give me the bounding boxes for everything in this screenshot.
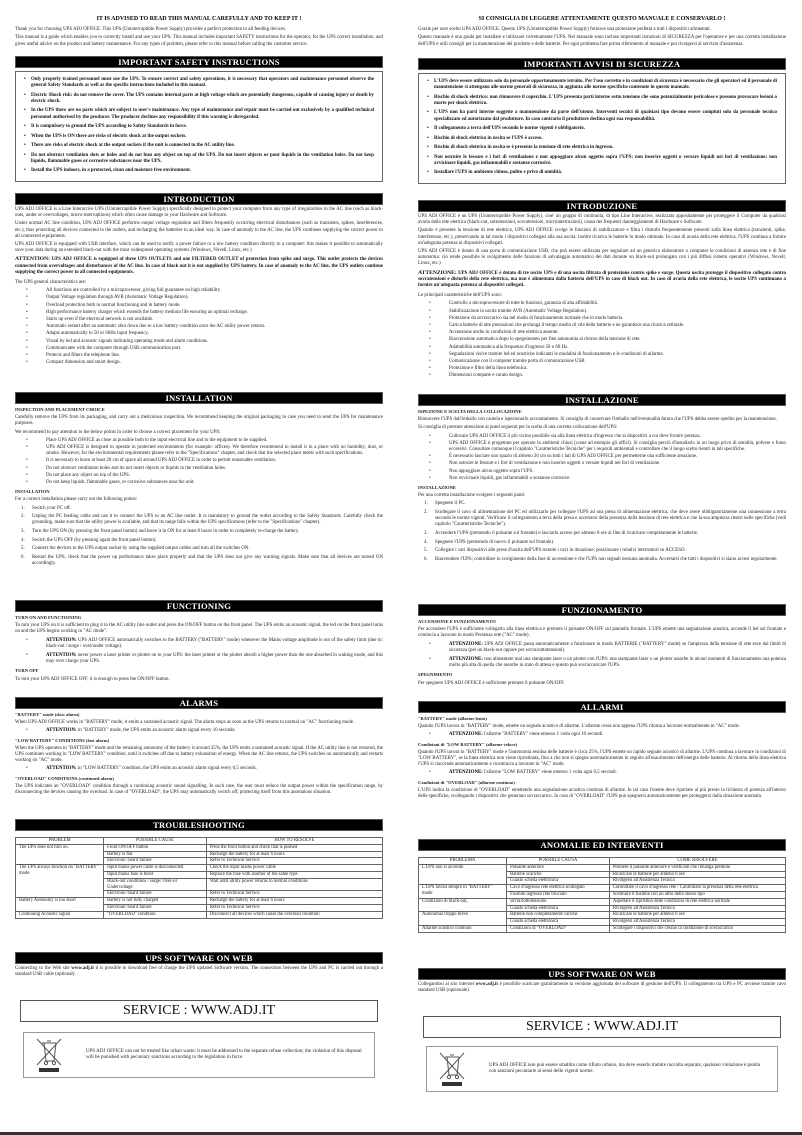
placement-item: • Do not obstruct ventilation holes and do not insert objects or liquids in the ventilation holes. xyxy=(15,466,383,472)
website-link[interactable]: www.adj.it xyxy=(71,966,94,971)
software-section xyxy=(15,952,383,980)
cause-cell: Electronic board failure xyxy=(104,904,207,911)
section-header: TROUBLESHOOTING xyxy=(15,819,383,831)
table-row xyxy=(419,864,786,871)
turn-off-paragraph: To turn your UPS ADJ OFFICE OFF, it is enough to press the ON/OFF button. xyxy=(15,676,170,682)
alarm-title: Condizioni di "OVERLOAD" (allarme continuo) xyxy=(418,779,515,785)
resolve-cell: Ricaricare le batterie per almeno 6 ore xyxy=(609,871,785,878)
attention-paragraph xyxy=(15,256,383,276)
software-paragraph xyxy=(418,982,786,994)
subsection-title: INSTALLAZIONE xyxy=(418,485,456,491)
installation-step xyxy=(418,501,786,507)
characteristic-item: • All functions are controlled by a microprocessor, giving full guarantee on high reliability. xyxy=(15,288,383,294)
step-number: 3. xyxy=(424,531,428,537)
section-header: IMPORTANTI AVVISI DI SICUREZZA xyxy=(418,58,786,70)
inspection-paragraph: Rimuovere l'UPS dall'imballo con cautela e ispezionarlo accuratamente. Si consiglia di conservare l'imballo nell'eventualità futura che l'UPS debba essere spedito per la manutenzione. xyxy=(418,417,777,423)
step-text: Unplug the PC feeding cable and use it to connect the UPS to an AC line outlet. It is mandatory to ground the outlet according to the Safety Standards. Carefully check the grounding, make sure that the utility power is available, and that its range falls within the UPS specifications (refer to the "Specifications" chapter). xyxy=(32,514,383,526)
installation-step xyxy=(15,555,383,567)
service-box xyxy=(20,1000,378,1022)
cause-cell: "OVERLDAD" condition xyxy=(104,911,207,918)
alarm-paragraph: When UPS ADJ OFFICE works in "BATTERY" mode, it emits a sustained acoustic signal. The alarm stops as soon as the UPS returns to normal on "AC" functioning mode. xyxy=(15,720,355,726)
characteristic-item: • Protezione da sovraccarico sia nel modo di funzionamento normale che in modo batteria. xyxy=(418,316,786,322)
characteristic-item: • Communicates with the computer through USB communication port. xyxy=(15,346,383,352)
intro-body xyxy=(15,207,383,366)
section-header: INTRODUZIONE xyxy=(418,200,786,212)
subsection-title: TURN OFF xyxy=(15,668,39,674)
table-header-row xyxy=(16,838,383,845)
problem-cell: The UPS does not turn on. xyxy=(16,844,104,864)
intro-paragraph: UPS ADJ OFFICE è un UPS (Uninterruptible Power Supply), cioe' un gruppo di continuità, di tipo Line Interactive, realizzato appositamente per proteggere il Computer da qualsiasi avaria della rete elettrica (black-out, sottotensioni, sovratensioni, microinterruzioni), causa dei frequenti danneggiamenti di Hardware e Software. xyxy=(418,214,786,226)
alarm-title: "LOW BATTERY" CONDITIONS (fast alarm) xyxy=(15,737,110,743)
section-header: INSTALLAZIONE xyxy=(418,394,786,406)
placement-item: • It is necessary to leave at least 20 cm of space all around UPS ADJ OFFICE in order to permit reasonable ventilation. xyxy=(15,458,383,464)
alarms-section xyxy=(418,701,786,802)
alarm-paragraph: Quando l'UPS lavora in "BATTERY" mode e l'autonomia residua delle batterie è circa 25%, l'UPS emette un rapido segnale acustico di allarme. L'UPS continua a lavorare in condizioni di "LOW BATTERY", se la linea elettrica non viene ripristinata, fino a che non si spegne automaticamente in seguito all'esaurimento dell'energia delle batterie. Al ritorno della linea elettrica l'UPS si riaccende automaticamente e ricomincia a lavorare in "AC" mode. xyxy=(418,749,786,768)
placement-item: • Place UPS ADJ OFFICE as close as possible both to the input electrical line and to the equipment to be supplied. xyxy=(15,438,383,444)
table-row xyxy=(16,898,383,905)
characteristics-list xyxy=(418,301,786,379)
cause-cell: Guasto scheda elettronica xyxy=(507,878,610,885)
alarm-paragraph: The UPS indicates an "OVERLOAD" condition through a continuing acoustic sound signalling. In such case, the user must reduce the output power within the specification range, by disconnecting the devices causing the overload. In case of "OVERLOAD", the UPS may automatically switch off, protecting itself from this anomalous situation. xyxy=(15,783,383,796)
resolve-cell: Ricaricare le batterie per almeno 6 ore xyxy=(609,912,785,919)
section-header: UPS SOFTWARE ON WEB xyxy=(418,968,786,980)
characteristics-list xyxy=(15,288,383,366)
alarm-title: "BATTERY" mode (slow alarm) xyxy=(15,712,80,717)
alarm-attention xyxy=(418,732,786,738)
section-header: INSTALLATION xyxy=(15,392,383,404)
resolve-cell: Replace the fuse with another of the same type xyxy=(206,871,382,878)
alarm-title: Condizioni di "LOW BATTERY" (allarme veloce) xyxy=(418,741,518,747)
safety-item: • There are risks of electric shock at the output sockets if the unit is connected to the AC utility line. xyxy=(24,143,374,149)
table-row xyxy=(16,865,383,872)
safety-item: • Il collegamento a terra dell'UPS secondo le norme vigenti è obbligatorio. xyxy=(427,126,777,132)
resolve-cell: Recharge the battery for at least 6 hours xyxy=(206,851,382,858)
characteristic-item: • High performance battery charger which extends the battery medium life ensuring an optimal recharge. xyxy=(15,310,383,316)
cause-cell: Batterie scariche xyxy=(507,871,610,878)
installation-step xyxy=(418,540,786,546)
attention-label: ATTENZIONE: xyxy=(418,269,457,276)
safety-box xyxy=(15,71,383,182)
preface-paragraph: Questo manuale è una guida per installare e utilizzare correttamente l'UPS. Nel manuale sono incluse importanti istruzioni di SICUREZZA per l'operatore e per una corretta installazione dell'UPS e utili consigli per la manutenzione del prodotto e delle batterie. Per ogni problema fare prima riferimento al manuale e poi rivolgersi al servizio d'assistenza. xyxy=(418,35,786,47)
attention-label: ATTENTION: xyxy=(46,637,77,643)
characteristic-item: • Adapts automatically to 50 or 60Hz input frequency. xyxy=(15,331,383,337)
cause-cell: Fusibile ingresso rete bruciato xyxy=(507,891,610,898)
intro-paragraph: UPS ADJ OFFICE is a Line Interactive UPS (Uninterruptible Power Supply) specifically designed to protect your computer from any type of irregularities in the AC line (such as black-outs, under or overvoltages, micro-interruptions) which often cause damage to your Hardware and Software. xyxy=(15,207,383,219)
column-header: HOW TO RESOLVE xyxy=(206,838,382,845)
characteristic-item: • Riaccensione automatica dopo lo spegnimento per fine autonomia al ritorno della tensione di rete. xyxy=(418,337,786,343)
characteristic-item: • Automatic restart after an automatic shut down due to a low battery condition once the AC utility power returns. xyxy=(15,324,383,330)
attention-label: ATTENTION: xyxy=(46,728,77,734)
step-text: Spegnere l'UPS (premendo di nuovo il pulsante sul frontale). xyxy=(435,539,555,545)
table-row xyxy=(419,912,786,919)
cause-cell: Cavo d'ingresso rete elettrica scollegato xyxy=(507,885,610,892)
placement-item: • Collocare UPS ADJ OFFICE il più vicino possibile sia alla linea elettrica d'ingresso che ai dispositivi a cui deve fornire potenza. xyxy=(418,434,786,440)
cause-cell: Battery is flat xyxy=(104,851,207,858)
weee-text: UPS ADJ OFFICE non può essere smaltito come rifiuto urbano, ma deve esserlo tramite raccolta separata; qualsiasi violazione è punita con sanzioni pecuniarie ai sensi delle vigenti norme. xyxy=(489,1062,761,1074)
step-text: Switch the UPS OFF (by pressing again the front panel button). xyxy=(32,537,157,543)
attention-label: ATTENTION: xyxy=(15,256,51,263)
cause-cell: Input mains power cable is disconnected xyxy=(104,865,207,872)
resolve-cell: Aspettare il ripristino delle condizioni di rete elettrica normale xyxy=(609,898,785,905)
step-number: 1. xyxy=(424,501,428,507)
safety-section xyxy=(15,56,383,182)
cause-cell: Batterie non completamente cariche xyxy=(507,912,610,919)
software-text: it is possible to download free of charge the UPS updated Software version. The connection between the UPS and PC is carried out through a standard USB cable (optional). xyxy=(15,966,383,978)
characteristic-item: • Protects and filters the telephone line. xyxy=(15,353,383,359)
resolve-cell: Sostituire il fusibile con un altro dello stesso tipo xyxy=(609,891,785,898)
attention-paragraph xyxy=(418,270,786,290)
problem-cell: Allarme acustico continuo xyxy=(419,925,507,932)
problem-cell: Condizioni di black-out, xyxy=(419,898,507,912)
attention-text: in "BATTERY" mode, the UPS emits an acoustic alarm signal every 10 seconds. xyxy=(77,728,236,734)
installation-steps xyxy=(418,501,786,563)
section-header: ANOMALIE ED INTERVENTI xyxy=(418,839,786,851)
service-box xyxy=(423,1016,781,1038)
safety-item: • Do not obstruct ventilation slots or holes and do not lean any object on top of the UPS. Do not insert objects or pour liquids in the ventilation holes. Do not keep liquids, flammable gases or corrosive substances near the UPS. xyxy=(24,153,374,165)
attention-label: ATTENZIONE: xyxy=(449,641,483,647)
step-text: Scollegare il cavo di alimentazione del PC ed utilizzarlo per collegare l'UPS ad una presa di alimentazione elettrica, che deve avere obbligatoriamente una connessione a terra secondo le norme vigenti. Verificare il collegamento a terra della presa e accertarsi della presenza della tensione di rete elettrica e che la sua ampiezza rientri nelle specifiche (vedi capitolo "Caratteristiche Tecniche"). xyxy=(435,510,786,528)
crossed-bin-icon xyxy=(34,1037,64,1073)
table-row xyxy=(419,885,786,892)
intro-body xyxy=(418,214,786,380)
step-number: 5. xyxy=(21,546,25,552)
intro-paragraph: UPS ADJ OFFICE è dotato di una porta di comunicazione USB, che può essere utilizzata per segnalare ad un generico elaboratore o computer le condizioni di assenza rete e di fine autonomia: ciò rende possibile lo svolgimento delle funzioni di salvataggio automatico dei dati durante un black-out prolungato con i più diffusi sistemi operativi (Windows, Novell, Linux, etc.) xyxy=(418,249,786,267)
step-number: 5. xyxy=(424,548,428,554)
cause-cell: Input mains fuse is burst xyxy=(104,871,207,878)
characteristic-item: • Controllo a microprocessore di tutte le funzioni, garanzia di alta affidabilità. xyxy=(418,301,786,307)
step-number: 6. xyxy=(21,554,25,560)
alarm-attention xyxy=(418,770,786,776)
safety-item: • L'UPS non ha parti interne soggette a manutenzione da parte dell'utente. Interventi tecnici di qualsiasi tipo devono essere compiuti solo da personale tecnico specializzato ed autorizzato dal produttore. In caso contrario il produttore declina ogni sua responsabilità. xyxy=(427,110,777,122)
attention-text: UPS ADJ OFFICE automatically switches to the BATTERY ("BATTERY" mode) whenever the Mains voltage amplitude is out of the safety limit (due to: black-out / surge / over/under voltage). xyxy=(46,637,383,649)
resolve-cell: Refer to Technical Service xyxy=(206,904,382,911)
safety-item: • L'UPS deve essere utilizzato solo da personale opportunamente istruito. Per l'uso corretto e in condizioni di sicurezza è necessario che gli operatori ed il personale di manutenzione si attengano alle norme generali di sicurezza, in aggiunta alle norme specifiche contenute in questo manuale. xyxy=(427,79,777,91)
functioning-attention-list xyxy=(418,642,786,670)
installation-step xyxy=(15,506,383,512)
resolve-cell: Controllare il cavo d'ingresso rete / Controllare la presenza della rete elettrica xyxy=(609,885,785,892)
attention-item xyxy=(15,766,383,772)
placement-item: • Non appoggiare alcun oggetto sopra l'UPS. xyxy=(418,469,786,475)
resolve-cell: Rivolgersi all'Assistenza Tecnica xyxy=(609,919,785,926)
alarm-paragraph: Quando l'UPS lavora in "BATTERY" mode, emette un segnale acustico di allarme. L'allarme cessa non appena l'UPS ritorna a lavorare normalmente in "AC" mode. xyxy=(418,724,740,730)
table-row xyxy=(16,911,383,918)
characteristics-intro: Le principali caratteristiche dell'UPS sono: xyxy=(418,293,502,299)
website-link[interactable]: www.adj.it xyxy=(475,982,499,987)
problem-cell: L'UPS lavora sempre in "BATTERY" mode xyxy=(419,885,507,899)
installation-section xyxy=(418,394,786,565)
installation-step xyxy=(418,557,786,563)
section-header: ALLARMI xyxy=(418,701,786,713)
installation-step xyxy=(15,529,383,535)
alarm-title: "OVERLOAD" CONDITIONS (continued alarm) xyxy=(15,775,114,781)
placement-item: • È necessario lasciare uno spazio di almeno 20 cm su tutti i lati di UPS ADJ OFFICE per permetterne una sufficiente areazione. xyxy=(418,454,786,460)
table-row xyxy=(419,898,786,905)
step-text: Restart the UPS, check that the power up performance takes place properly and that the UPS does not give any warning signals. Make sure that all devices are turned ON accordingly. xyxy=(32,554,383,567)
troubleshooting-section xyxy=(15,819,383,919)
problem-cell: Autonomia troppo breve xyxy=(419,912,507,926)
safety-item: • When the UPS is ON there are risks of electric shock at the output sockets. xyxy=(24,134,374,140)
alarm-attention xyxy=(15,728,383,734)
resolve-cell: Press the front button and check that is pushed xyxy=(206,844,382,851)
table-row xyxy=(16,844,383,851)
column-header: POSSIBLE CAUSA xyxy=(507,858,610,865)
problem-cell: Continuing Acoustic signal xyxy=(16,911,104,918)
attention-label: ATTENTION: xyxy=(46,766,77,772)
characteristics-intro: The UPS general characteristics are: xyxy=(15,280,87,286)
functioning-section xyxy=(15,600,383,685)
subsection-title: SPEGNIMENTO xyxy=(418,672,453,678)
inspection-paragraph: We recommend to pay attention to the below points in order to choose a correct placement for your UPS: xyxy=(15,429,221,435)
introduction-section xyxy=(418,200,786,382)
alarm-paragraph: When the UPS operates in "BATTERY" mode and the remaining autonomy of the battery is around 25%, the UPS emits a sustained acoustic signal. If the AC utility line is not restored, the UPS continues working in "LOW BATTERY" condition, until it switches off due to battery exhaustion of energy. When the AC line returns, the UPS switches on automatically and restarts working on "AC" mode. xyxy=(15,745,383,764)
column-header: PROBLEM xyxy=(16,838,104,845)
cause-cell: Battery is not fully charged xyxy=(104,898,207,905)
intro-paragraph: Quando è presente la tensione di rete elettrica, UPS ADJ OFFICE svolge le funzioni di stabilizzatore e filtra i disturbi frequentemente presenti sulla linea elettrica (transienti, spike, interferenze, etc.), preservando in tal modo i dispositivi collegati alla sua uscita; inoltre ricarica le batterie in modo ottimale. In caso di avaria della rete elettrica, l'UPS continua a fornire un'adeguata potenza ai dispositivi collegati. xyxy=(418,228,786,246)
inspection-paragraph: Si consiglia di prestare attenzione ai punti seguenti per la scelta di una corretta collocazione dell'UPS: xyxy=(418,425,618,431)
characteristic-item: • Stabilizzazione in uscita tramite AVR (Automatic Voltage Regulation). xyxy=(418,309,786,315)
attention-item xyxy=(15,653,383,665)
placement-item: • Non ostruire le fessure e i fori di ventilazione e non inserire oggetti o versare liquidi nei fori di ventilazione. xyxy=(418,461,786,467)
step-text: Spegnere il PC. xyxy=(435,501,466,507)
preface-paragraph: Thank you for choosing UPS ADJ OFFICE. This UPS (Uninterruptible Power Supply) provides a perfect protection to all feeding devices. xyxy=(15,27,287,33)
placement-item: • Non avvicinare liquidi, gas infiammabili o sostanze corrosive. xyxy=(418,476,786,482)
safety-item: • Non ostruire le fessure e i fori di ventilazione e non appoggiare alcun oggetto sopra l'UPS; non inserire oggetti o versare liquidi nei fori di ventilazione; non avvicinare liquidi, gas infiammabili e sostanze corrosive. xyxy=(427,155,777,167)
attention-item xyxy=(418,657,786,669)
safety-item: • Install the UPS indoors, in a protected, clean and moisture free environment. xyxy=(24,168,374,174)
resolve-cell: Wait until utility power returns to normal conditions xyxy=(206,878,382,891)
weee-text: UPS ADJ OFFICE can not be treated like urban waste; it must be addressed to the separate refuse collection; the violation of this disposal will be punished with pecuniary sanctions according to the legislation in force. xyxy=(86,1048,362,1060)
safety-item: • It is compulsory to ground the UPS according to Safety Standards in force. xyxy=(24,124,374,130)
subsection-title: ISPEZIONE E SCELTA DELLA COLLOCAZIONE xyxy=(418,409,522,414)
weee-box xyxy=(426,1046,778,1092)
safety-item: • Rischio di shock elettrico: non rimuovere il coperchio. L'UPS presenta parti interne sotto tensione che sono potenzialmente pericolose e possono provocare lesioni o morte per shock elettrico. xyxy=(427,95,777,107)
table-header-row xyxy=(419,858,786,865)
step-text: Switch your PC off. xyxy=(32,505,72,511)
characteristic-item: • Compact dimension and smart design. xyxy=(15,360,383,366)
problem-cell: Battery Autonomy is too short xyxy=(16,898,104,912)
placement-list xyxy=(418,434,786,482)
section-header: UPS SOFTWARE ON WEB xyxy=(15,952,383,964)
characteristic-item: • Adattabilità automatica alla frequenza d'ingresso 50 o 60 Hz. xyxy=(418,345,786,351)
installation-step xyxy=(418,510,786,529)
step-number: 1. xyxy=(21,505,25,511)
attention-label: ATTENZIONE: xyxy=(449,732,483,738)
step-number: 2. xyxy=(21,514,25,520)
subsection-title: TURN ON AND FUNCTIONING xyxy=(15,615,82,620)
placement-item: • Do not place any object on top of the UPS. xyxy=(15,473,383,479)
step-text: Accendere l'UPS (premendo il pulsante sul frontale) e lasciarlo acceso per almeno 8 ore al fine di ricaricare completamente le batterie. xyxy=(435,531,699,537)
software-text: Collegandosi al sito internet xyxy=(418,982,476,987)
section-header: INTRODUCTION xyxy=(15,193,383,205)
placement-item: • UPS ADJ OFFICE is designed to operate in protected environments (for example: offices). We therefore recommend to install it in a place with no humidity, dust, or smoke. However, for the environmental requirements please refer to the "Specifications" chapter, and check that the selected place meets with such specifications. xyxy=(15,445,383,457)
problem-cell: L'UPS non si accende. xyxy=(419,864,507,884)
characteristic-item: • Segnalazioni visive tramite led ed acustiche indicanti le modalità di funzionamento e le condizioni di allarme. xyxy=(418,352,786,358)
cause-cell: Guasto scheda elettronica xyxy=(507,919,610,926)
column-header: COME RISOLVERE xyxy=(609,858,785,865)
installation-step xyxy=(15,514,383,526)
resolve-cell: Refer to Technical Service xyxy=(206,858,382,865)
resolve-cell: Rivolgersi all'Assistenza Tecnica xyxy=(609,905,785,912)
subsection-title: INSTALLATION xyxy=(15,489,50,495)
cause-cell: Front ON/OFF button xyxy=(104,844,207,851)
resolve-cell: Check the input mains power cable xyxy=(206,865,382,872)
section-header: FUNZIONAMENTO xyxy=(418,604,786,616)
software-text: Connecting to the Web site xyxy=(15,966,72,971)
turn-off-paragraph: Per spegnere UPS ADJ OFFICE è sufficiente premere il pulsante ON/OFF. xyxy=(418,680,565,686)
software-text: è possibile scaricare gratuitamente la versione aggiornata del software di gestione dell'UPS. Il collegamento tra UPS e PC avviene tramite cavo standard USB (opzionale). xyxy=(418,982,787,994)
section-header: FUNCTIONING xyxy=(15,600,383,612)
attention-text: in "LOW BATTERY" condition, the UPS emits an acoustic alarm signal every 0,5 seconds. xyxy=(77,766,257,772)
characteristic-item: • Comunicazione con il computer tramite porta di comunicazione USB xyxy=(418,359,786,365)
characteristic-item: • Starts up even if the electrical network is not available. xyxy=(15,317,383,323)
software-section xyxy=(418,968,786,996)
software-paragraph xyxy=(15,966,383,978)
resolve-cell: Premere il pulsante anteriore e verificare che rimanga premuto xyxy=(609,864,785,871)
characteristic-item: • Dimensioni compatte e curato design. xyxy=(418,373,786,379)
cause-cell: Black-out conditions / surge/ Over-or Undervoltage xyxy=(104,878,207,891)
installation-intro: Per una corretta installazione svolgere i seguenti punti: xyxy=(418,493,526,499)
preface xyxy=(418,27,786,48)
weee-notice xyxy=(23,1032,375,1078)
resolve-cell: Disconnect all devices which cause the overload condition xyxy=(206,911,382,918)
installation-section xyxy=(15,392,383,570)
introduction-section xyxy=(15,193,383,368)
installation-step xyxy=(418,531,786,537)
problem-cell: The UPS always function on "BATTERY" mode xyxy=(16,865,104,898)
attention-text: UPS ADJ OFFICE è dotato di tre uscite UPS e di una uscita filtrata di protezione contro spike e surge. Questa uscita protegge il dispositivo collegato contro sovratensioni e disturbi della rete elettrica, ma non è alimentata dalla batteria dell'UPS in caso di black out. In caso di avaria della rete elettrica, le uscite UPS continuano a fornire un'adeguata potenza ai dispositivi collegati. xyxy=(418,270,786,289)
step-number: 4. xyxy=(424,539,428,545)
attention-item xyxy=(15,728,383,734)
characteristic-item: • Overload protection both in normal functioning and in battery mode. xyxy=(15,303,383,309)
installation-steps xyxy=(15,506,383,568)
step-number: 3. xyxy=(21,529,25,535)
alarm-title: "BATTERY" mode (allarme lento) xyxy=(418,716,487,721)
cause-cell: Pulsante anteriore xyxy=(507,864,610,871)
attention-text: l'allarme "LOW BATTERY" viene emesso 1 volta ogni 0,5 secondi. xyxy=(484,770,617,776)
service-url: SERVICE : WWW.ADJ.IT xyxy=(20,1000,378,1022)
intro-paragraph: UPS ADJ OFFICE is equipped with USB interface, which can be used to notify a power failure or a low battery condition directly to a computer: this makes it possible to automatically save your data during an extended black-out with the most widespread operating systems (Windows, Novell, Linux, etc.) xyxy=(15,242,383,254)
step-text: Riaccendere l'UPS; controllare lo svolgimento della fase di accensione e che l'UPS non segnali nessuna anomalia. Accertarsi che tutti i dispositivi si siano accesi regolarmente. xyxy=(435,556,778,562)
crossed-bin-icon xyxy=(437,1051,467,1087)
functioning-attention-list xyxy=(15,638,383,666)
resolve-cell: Scollegare i dispositivi che creano la condizione di sovraccarico xyxy=(609,925,785,932)
attention-item xyxy=(418,732,786,738)
placement-item: • Do not keep liquids, flammable gases, or corrosive substances near the unit. xyxy=(15,480,383,486)
attention-label: ATTENZIONE: xyxy=(449,770,483,776)
page-title: IT IS ADVISED TO READ THIS MANUAL CAREFULLY AND TO KEEP IT ! xyxy=(96,16,302,22)
alarm-paragraph: L'UPS indica la condizione di "OVERLOAD" emettendo una segnalazione acustica continua di allarme. In tal caso l'utente deve riportare al più presto la richiesta di potenza all'interno delle specifiche, scollegando i dispositivi che generano sovraccarico. In caso di "OVERLOAD" l'UPS può spegnersi automaticamente per proteggersi dalla situazione anomala. xyxy=(418,787,786,800)
cause-cell: Guasto scheda elettronica xyxy=(507,905,610,912)
safety-item: • In the UPS there are no parts which are subject to user's maintenance. Any type of maintenance and repair must be carried out exclusively by a qualified technical personnel authorised by the producer. The producer declines any responsibility if this warning is disregarded. xyxy=(24,108,374,120)
step-number: 4. xyxy=(21,537,25,543)
safety-item: • Installare l'UPS in ambiente chiuso, pulito e privo di umidità. xyxy=(427,170,777,176)
subsection-title: INSPECTION AND PLACEMENT CHOICE xyxy=(15,407,105,412)
safety-box xyxy=(418,73,786,184)
attention-item xyxy=(418,642,786,654)
characteristic-item: • Protezione e filtro della linea telefonica. xyxy=(418,366,786,372)
preface-section xyxy=(418,16,786,50)
characteristic-item: • Visual by led and acoustic signals indicating operating mode and alarm conditions. xyxy=(15,339,383,345)
attention-text: non alimentare mai una stampante laser o un plotter con l'UPS: una stampante laser o un plotter assorbe in alcuni momenti di funzionamento una potenza molto più alta di quella che assorbe in stato di attesa e questo può sovraccaricare l'UPS. xyxy=(449,657,786,669)
attention-text: never power a laser printer or plotter on to your UPS: the laser printer or the plotter absorb a higher power than the one absorbed in waiting mode, and this may over charge your UPS. xyxy=(46,653,383,665)
safety-item: • Rischio di shock elettrico in uscita se è presente la tensione di rete elettrica in ingresso. xyxy=(427,145,777,151)
troubleshooting-table xyxy=(15,837,383,919)
service-url: SERVICE : WWW.ADJ.IT xyxy=(423,1016,781,1038)
placement-list xyxy=(15,438,383,486)
section-header: IMPORTANT SAFETY INSTRUCTIONS xyxy=(15,56,383,68)
step-number: 6. xyxy=(424,556,428,562)
weee-notice xyxy=(426,1046,778,1092)
cause-cell: Electronic board failure xyxy=(104,891,207,898)
troubleshooting-section xyxy=(418,839,786,933)
column-header: POSSIBLE CAUSE xyxy=(104,838,207,845)
safety-section xyxy=(418,58,786,184)
safety-item: • Rischio di shock elettrico in uscita se l'UPS è acceso. xyxy=(427,136,777,142)
section-header: ALARMS xyxy=(15,697,383,709)
attention-text: UPS ADJ OFFICE passa automaticamente a funzionare in modo BATTERIE ("BATTERY" mode) se l'ampiezza della tensione di rete esce dai limiti di sicurezza (per un black-out oppure per sovra/sottotensioni). xyxy=(449,641,786,653)
preface-section xyxy=(15,16,383,50)
subsection-title: ACCENSIONE E FUNZIONAMENTO xyxy=(418,619,496,624)
placement-item: • UPS ADJ OFFICE è progettato per operare in ambienti chiusi (come ad esempio gli uffici). Si consiglia perciò d'installarlo in un luogo privo di umidità, polvere e fumo eccessivi. Consultare comunque il capitolo "Caratteristiche Tecniche" per i requisiti ambientali e controllare che il luogo scelto rientri in tali specifiche. xyxy=(418,441,786,453)
step-text: Collegare i vari dispositivi alle prese d'uscita dell'UPS tramite i cavi in dotazione; posizionare i relativi interruttori su ACCESO. xyxy=(435,548,686,554)
alarm-attention xyxy=(15,766,383,772)
step-number: 2. xyxy=(424,510,428,516)
preface-paragraph: This manual is a guide which enables you to correctly install and use your UPS. This manual includes important SAFETY instructions for the operator, for the UPS correct installation, and gives useful advice on the product and battery maintenance. For any types of problem, please refer to this manual before calling the customer service. xyxy=(15,35,383,47)
cause-cell: sovra/sottotensione. xyxy=(507,898,610,905)
resolve-cell: Refer to Technical Service xyxy=(206,891,382,898)
step-text: Connect the devices to the UPS output socket by using the supplied output cables and turn all the switches ON. xyxy=(32,546,250,552)
cause-cell: Condizioni di "OVERLOAD" xyxy=(507,925,610,932)
characteristic-item: • Carica batterie di alte prestazioni che prolunga il tempo medio di vita delle batterie e ne garantisce una ricarica ottimale. xyxy=(418,323,786,329)
installation-step xyxy=(418,548,786,554)
page-title: SI CONSIGLIA DI LEGGERE ATTENTAMENTE QUESTO MANUALE E CONSERVARLO ! xyxy=(478,16,726,22)
alarms-section xyxy=(15,697,383,798)
safety-item: • Only properly trained personnel must use the UPS. To ensure correct and safety operations, it is necessary that operators and maintenance personnel observe the general Safety Standards as well as the specific instructions included in this manual. xyxy=(24,77,374,89)
weee-box xyxy=(23,1032,375,1078)
preface xyxy=(15,27,383,48)
installation-step xyxy=(15,546,383,552)
attention-text: l'allarme "BATTERY" viene emesso 1 volta ogni 10 secondi. xyxy=(484,732,604,738)
characteristic-item: • Output Voltage regulation through AVR (Automatic Voltage Regulation). xyxy=(15,295,383,301)
attention-label: ATTENZIONE: xyxy=(449,657,483,663)
characteristic-item: • Accensione anche in condizioni di rete elettrica assente. xyxy=(418,330,786,336)
functioning-section xyxy=(418,604,786,689)
inspection-paragraph: Carefully remove the UPS from its packaging, and carry out a meticulous inspection. We recommend keeping the original packaging in case you need to send the UPS for maintenance purposes. xyxy=(15,415,383,427)
table-row xyxy=(419,925,786,932)
attention-item xyxy=(15,638,383,650)
cause-cell: Electronic board failure xyxy=(104,858,207,865)
intro-paragraph: Under normal AC line condition, UPS ADJ OFFICE performs output voltage regulation and filters frequently occurring electrical disturbances (such as transients, spikes, interferences, etc.), thus protecting all devices connected to the outlets, and recharging the batteries in an ideal way. In case of anomaly to the AC line, the UPS continues supplying the correct power to all connected equipments. xyxy=(15,221,383,239)
column-header: PROBLEMA xyxy=(419,858,507,865)
resolve-cell: Rivolgersi all'Assistenza Tecnica xyxy=(609,878,785,885)
installation-step xyxy=(15,538,383,544)
troubleshooting-table xyxy=(418,857,786,933)
step-text: Turn the UPS ON (by pressing the front panel button) and leave it in ON for at least 8 hours in order to completely re-charge the battery. xyxy=(32,529,300,535)
turn-on-paragraph: Per accendere l'UPS è sufficiente collegarlo alla linea elettrica e premere il pulsante ON/OFF sul pannello frontale. L'UPS emette una segnalazione acustica, accende il led sul frontale e comincia a lavorare in modo Presenza rete ("AC" mode). xyxy=(418,627,786,639)
attention-item xyxy=(418,770,786,776)
attention-text: UPS ADJ OFFICE is equipped of three UPS OUTLETS and one FILTERED OUTLET of protection from spike and surge. This outlet protects the devices connected from overvoltages and disturbances of the AC line. In case of black out it is not supplied by UPS battery. In case of anomaly to the AC line, the UPS outlets continue supplying the correct power to all connected equipments. xyxy=(15,257,383,275)
attention-label: ATTENTION: xyxy=(46,653,77,659)
resolve-cell: Recharge the battery for at least 6 hours xyxy=(206,898,382,905)
turn-on-paragraph: To turn your UPS on it is sufficient to plug it to the AC utility line outlet and press the ON/OFF button on the front panel. The UPS emits an acoustic signal, the led on the front panel turns on and the UPS begins working in "AC mode". xyxy=(15,623,383,635)
installation-intro: For a correct installation please carry out the following points: xyxy=(15,497,138,503)
safety-item: • Electric Shock risk: do not remove the cover. The UPS contains internal parts at high voltage which are potentially dangerous, capable of causing injury or death by electric shock. xyxy=(24,93,374,105)
preface-paragraph: Grazie per aver scelto UPS ADJ OFFICE. Questo UPS (Uninterruptible Power Supply) fornisce una protezione perfetta a tutti i dispositivi alimentati. xyxy=(418,27,711,33)
